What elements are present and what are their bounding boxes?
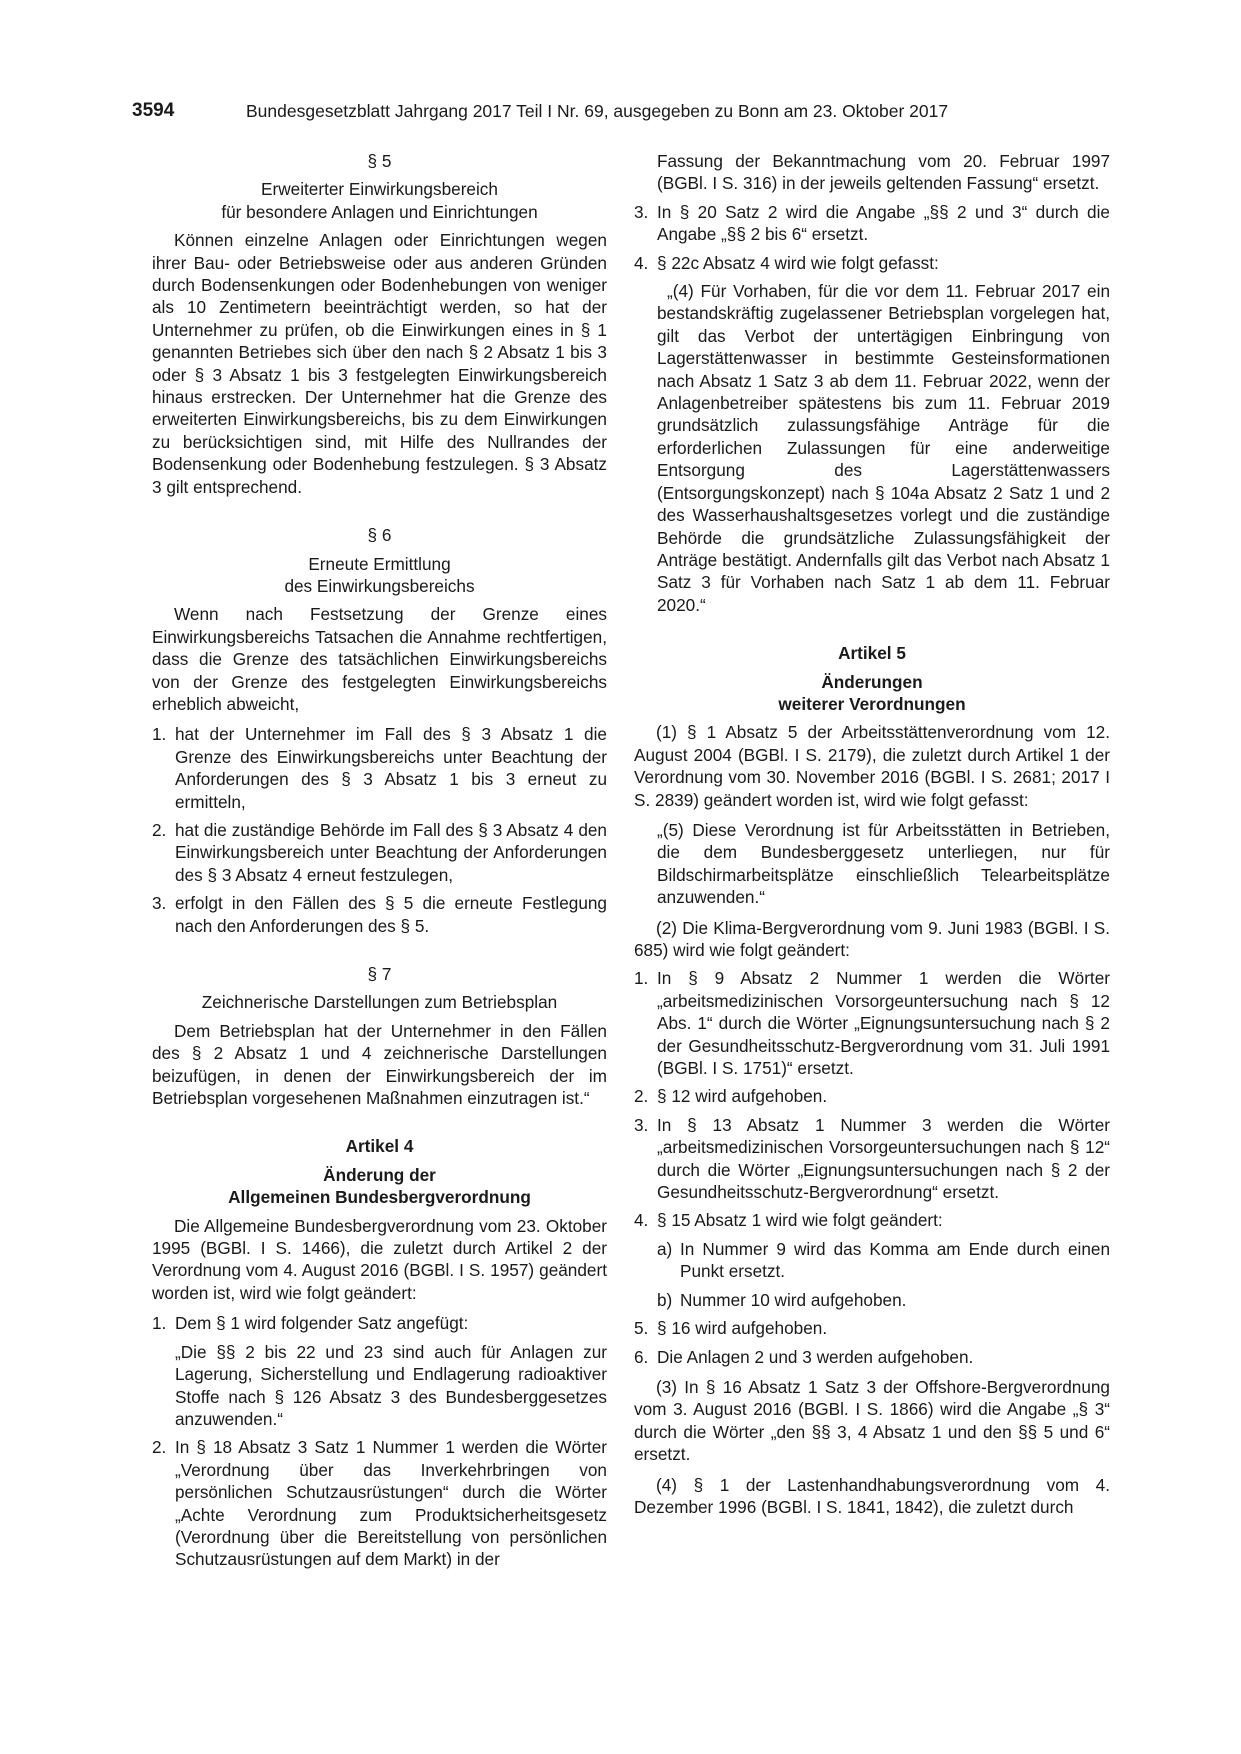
quoted-text: „(4) Für Vorhaben, für die vor dem 11. Februar 2017 ein bestandskräftig zugelassener Betriebsplan vorgelegen hat, gilt das Verbot der untertägigen Einbringung von Lagerstättenwasser in bestimmte Gesteinsformationen nach Absatz 1 Satz 3 ab dem 11. Februar 2022, wenn der Anlagenbetreiber spätestens bis zum 11. Februar 2019 grundsätzlich zulassungsfähige Anträge für die erforderlichen Zulassungen für eine anderweitige Entsorgung des Lagerstättenwassers (Entsorgungskonzept) nach § 104a Absatz 2 Satz 1 und 2 des Wasserhaushaltsgesetzes vorlegt und die zuständige Behörde die grundsätzliche Zulassungsfähigkeit der Anträge bestätigt. Andernfalls gilt das Verbot nach Absatz 1 Satz 3 für Vorhaben nach Satz 1 ab dem 11. Februar 2020.“: [657, 281, 1110, 615]
header-title: Bundesgesetzblatt Jahrgang 2017 Teil I Nr. 69, ausgegeben zu Bonn am 23. Oktober 2017: [246, 101, 949, 121]
sub-list-item: [634, 1238, 1110, 1283]
list-item: [634, 1114, 1110, 1204]
right-column: [634, 150, 1110, 1518]
list-number: 3.: [634, 201, 649, 222]
article-4-title-line1: Änderung der: [323, 1164, 436, 1185]
list-item: [152, 723, 607, 813]
list-number: 3.: [634, 1114, 649, 1135]
section-6-title-line2: des Einwirkungsbereichs: [284, 575, 475, 596]
list-item: [634, 1346, 1110, 1368]
page-number: 3594: [132, 100, 175, 121]
list-text: In § 20 Satz 2 wird die Angabe „§§ 2 und 3“ durch die Angabe „§§ 2 bis 6“ ersetzt.: [657, 201, 1110, 245]
list-number: 4.: [634, 252, 649, 273]
list-text: § 12 wird aufgehoben.: [657, 1086, 828, 1107]
sub-list-text: In Nummer 9 wird das Komma am Ende durch einen Punkt ersetzt.: [680, 1238, 1110, 1282]
sub-list-letter: b): [657, 1289, 673, 1310]
list-text: Die Anlagen 2 und 3 werden aufgehoben.: [657, 1346, 974, 1367]
list-text: In § 9 Absatz 2 Nummer 1 werden die Wörter „arbeitsmedizinischen Vorsorgeuntersuchung nach § 12 Abs. 1“ durch die Wörter „Eignungsuntersuchung nach § 2 der Gesundheitsschutz-Bergverordnung vom 31. Juli 1991 (BGBl. I S. 1751)“ ersetzt.: [657, 968, 1110, 1079]
list-text: In § 13 Absatz 1 Nummer 3 werden die Wörter „arbeitsmedizinischen Vorsorgeuntersuchungen nach § 12“ durch die Wörter „Eignungsuntersuchungen nach § 2 der Gesundheitsschutz-Bergverordnung“ ersetzt.: [657, 1114, 1110, 1203]
continued-text: Fassung der Bekanntmachung vom 20. Februar 1997 (BGBl. I S. 316) in der jeweils geltenden Fassung“ ersetzt.: [657, 151, 1110, 194]
article-4-title-line2: Allgemeinen Bundesbergverordnung: [228, 1187, 531, 1208]
list-number: 4.: [634, 1210, 649, 1231]
list-item: [634, 1085, 1110, 1107]
section-5-paragraph: Können einzelne Anlagen oder Einrichtungen wegen ihrer Bau- oder Betriebsweise oder aus anderen Gründen durch Bodensenkungen oder Bodenhebungen von weniger als 10 Zentimetern beeinträchtigt werden, so hat der Unternehmer zu prüfen, ob die Einwirkungen eines in § 1 genannten Betriebes sich über den nach § 2 Absatz 1 bis 3 oder § 3 Absatz 1 bis 3 festgelegten Einwirkungsbereich hinaus erstrecken. Der Unternehmer hat die Grenze des erweiterten Einwirkungsbereichs, bis zu dem Einwirkungen zu berücksichtigen sind, mit Hilfe des Nullrandes der Bodensenkung oder Bodenhebung festzulegen. § 3 Absatz 3 gilt entsprechend.: [152, 230, 607, 497]
list-text: § 22c Absatz 4 wird wie folgt gefasst:: [657, 252, 939, 273]
list-text: hat die zuständige Behörde im Fall des § 3 Absatz 4 den Einwirkungsbereich unter Beachtung der Anforderungen des § 3 Absatz 4 erneut festzulegen,: [175, 819, 607, 885]
article-5-paragraph-4: (4) § 1 der Lastenhandhabungsverordnung vom 4. Dezember 1996 (BGBl. I S. 1841, 1842), die zuletzt durch: [634, 1474, 1110, 1517]
list-number: 1.: [152, 724, 167, 745]
quoted-text: „Die §§ 2 bis 22 und 23 sind auch für Anlagen zur Lagerung, Sicherstellung und Endlagerung radioaktiver Stoffe nach § 126 Absatz 3 des Bundesberggesetzes anzuwenden.“: [175, 1341, 607, 1429]
left-column: [152, 150, 607, 1571]
list-item: [152, 819, 607, 886]
section-7-heading: § 7: [367, 964, 392, 984]
list-number: 2.: [634, 1086, 649, 1107]
article-5-title-line2: weiterer Verordnungen: [778, 693, 966, 714]
section-6-paragraph: Wenn nach Festsetzung der Grenze eines Einwirkungsbereichs Tatsachen die Annahme rechtfertigen, dass die Grenze des tatsächlichen Einwirkungsbereichs von der Grenze des festgelegten Einwirkungsbereichs erheblich abweicht,: [152, 604, 607, 714]
section-7-paragraph: Dem Betriebsplan hat der Unternehmer in den Fällen des § 2 Absatz 1 und 4 zeichnerische Darstellungen beizufügen, in denen der Einwirkungsbereich der im Betriebsplan vorgesehenen Maßnahmen einzutragen ist.“: [152, 1020, 607, 1109]
list-text: In § 18 Absatz 3 Satz 1 Nummer 1 werden die Wörter „Verordnung über das Inverkehrbringen von persönlichen Schutzausrüstungen“ durch die Wörter „Achte Verordnung zum Produktsicherheitsgesetz (Verordnung über die Bereitstellung von persönlichen Schutzausrüstungen auf dem Markt) in der: [175, 1437, 607, 1570]
article-4-paragraph: Die Allgemeine Bundesbergverordnung vom 23. Oktober 1995 (BGBl. I S. 1466), die zuletzt durch Artikel 2 der Verordnung vom 4. August 2016 (BGBl. I S. 1957) geändert worden ist, wird wie folgt geändert:: [152, 1215, 607, 1303]
list-item: [152, 892, 607, 937]
list-number: 3.: [152, 893, 167, 914]
sub-list-letter: a): [657, 1238, 673, 1259]
list-text: hat der Unternehmer im Fall des § 3 Absatz 1 die Grenze des Einwirkungsbereichs unter Beachtung der Anforderungen des § 3 Absatz 1 bis 3 erneut zu ermitteln,: [175, 724, 607, 812]
article-5-paragraph-3: (3) In § 16 Absatz 1 Satz 3 der Offshore-Bergverordnung vom 3. August 2016 (BGBl. I S. 1866) wird die Angabe „§ 3“ durch die Wörter „den §§ 3, 4 Absatz 1 und den §§ 5 und 6“ ersetzt.: [634, 1376, 1110, 1465]
article-5-paragraph-2: (2) Die Klima-Bergverordnung vom 9. Juni 1983 (BGBl. I S. 685) wird wie folgt geändert:: [634, 917, 1110, 960]
list-text: Dem § 1 wird folgender Satz angefügt:: [175, 1313, 469, 1334]
list-item: [634, 201, 1110, 246]
list-text: erfolgt in den Fällen des § 5 die erneute Festlegung nach den Anforderungen des § 5.: [175, 893, 607, 936]
article-5-heading: Artikel 5: [838, 643, 906, 664]
list-item: [152, 1312, 607, 1334]
section-7-title: Zeichnerische Darstellungen zum Betriebsplan: [201, 992, 558, 1013]
sub-list-text: Nummer 10 wird aufgehoben.: [680, 1289, 907, 1310]
section-5-heading: § 5: [367, 151, 392, 171]
list-item: [634, 1317, 1110, 1339]
section-5-title-line2: für besondere Anlagen und Einrichtungen: [221, 201, 538, 222]
quoted-text: „(5) Diese Verordnung ist für Arbeitsstätten in Betrieben, die dem Bundesberggesetz unterliegen, nur für Bildschirmarbeitsplätze einschließlich Telearbeitsplätze anzuwenden.“: [657, 819, 1110, 908]
section-5-title-line1: Erweiterter Einwirkungsbereich: [261, 179, 498, 200]
sub-list-item: [634, 1289, 1110, 1311]
list-item: [152, 1436, 607, 1570]
list-text: § 16 wird aufgehoben.: [657, 1318, 828, 1339]
article-5-title-line1: Änderungen: [821, 671, 923, 692]
list-number: 1.: [152, 1313, 167, 1334]
list-number: 6.: [634, 1346, 649, 1367]
list-number: 5.: [634, 1318, 649, 1339]
article-5-paragraph-1: (1) § 1 Absatz 5 der Arbeitsstättenverordnung vom 12. August 2004 (BGBl. I S. 2179), die zuletzt durch Artikel 1 der Verordnung vom 30. November 2016 (BGBl. I S. 2681; 2017 I S. 2839) geändert worden ist, wird wie folgt gefasst:: [634, 722, 1110, 810]
list-item: [634, 252, 1110, 274]
list-number: 2.: [152, 1437, 167, 1458]
list-text: § 15 Absatz 1 wird wie folgt geändert:: [657, 1210, 943, 1231]
list-item: [634, 967, 1110, 1079]
list-item: [634, 1209, 1110, 1231]
article-4-heading: Artikel 4: [345, 1136, 414, 1157]
section-6-title-line1: Erneute Ermittlung: [308, 553, 451, 574]
section-6-heading: § 6: [367, 525, 392, 546]
list-number: 1.: [634, 968, 649, 989]
list-number: 2.: [152, 819, 167, 840]
